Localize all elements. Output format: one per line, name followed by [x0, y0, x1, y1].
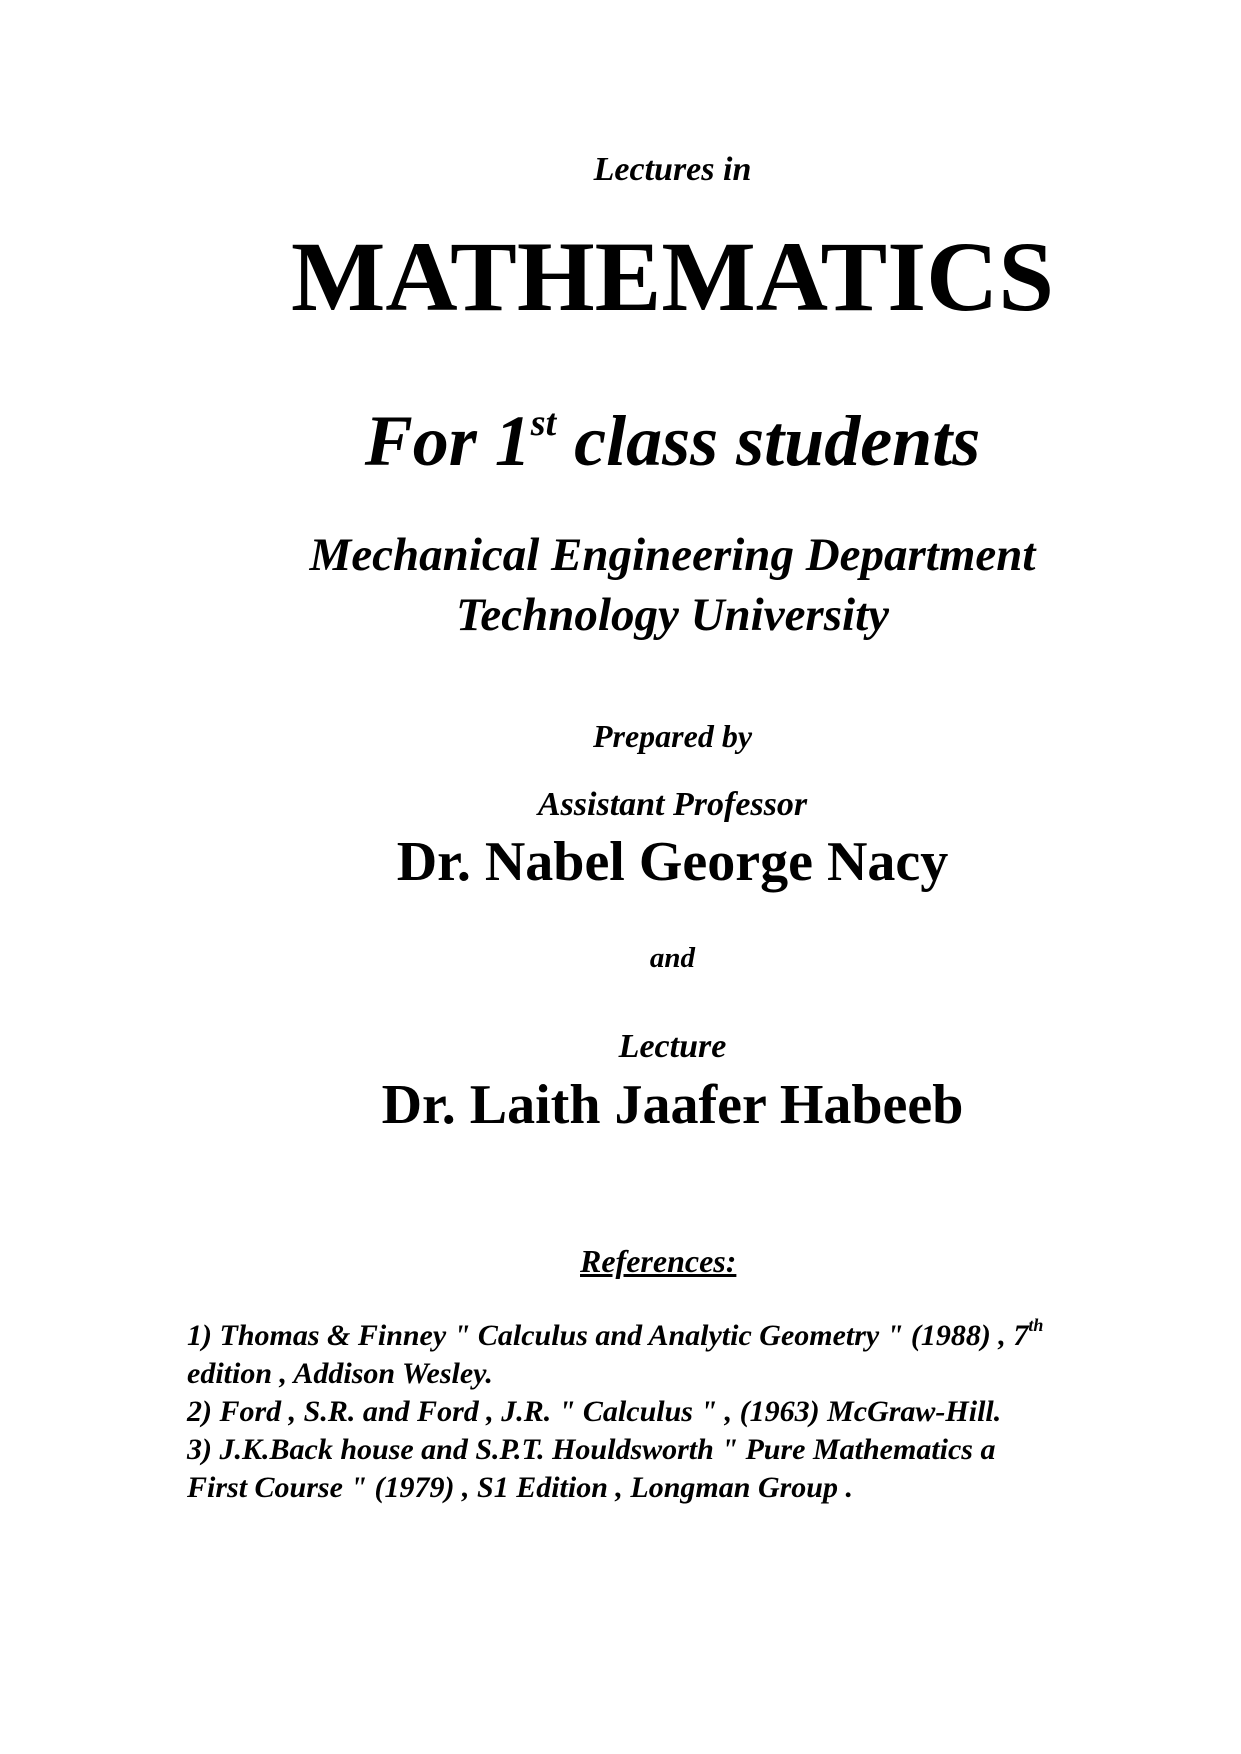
main-title: MATHEMATICS [291, 221, 1054, 332]
reference-1-line-2: edition , Addison Wesley. [187, 1357, 493, 1390]
author2-name: Dr. Laith Jaafer Habeeb [381, 1074, 964, 1136]
audience-line [185, 400, 1160, 483]
reference-3-line-1: 3) J.K.Back house and S.P.T. Houldsworth " Pure Mathematics a [187, 1433, 996, 1466]
university-name: Technology University [456, 589, 889, 641]
audience-prefix: For 1 [364, 401, 531, 481]
reference-1-line-1 [187, 1317, 1147, 1355]
references-heading: References: [580, 1243, 737, 1279]
reference-3-line-2: First Course " (1979) , S1 Edition , Longman Group . [187, 1471, 853, 1504]
reference-1-edition-suffix: th [1028, 1315, 1044, 1335]
author2-rank: Lecture [618, 1028, 727, 1065]
audience-ordinal-suffix: st [530, 402, 557, 444]
prepared-by-label: Prepared by [592, 718, 753, 754]
reference-1-text: 1) Thomas & Finney " Calculus and Analytic Geometry " (1988) , 7 [187, 1319, 1029, 1352]
author1-name: Dr. Nabel George Nacy [396, 831, 949, 893]
reference-2: 2) Ford , S.R. and Ford , J.R. " Calculus " , (1963) McGraw-Hill. [187, 1395, 1002, 1428]
department-name: Mechanical Engineering Department [309, 529, 1036, 581]
author1-rank: Assistant Professor [537, 786, 808, 823]
lectures-in-label: Lectures in [593, 151, 752, 188]
audience-suffix: class students [556, 401, 981, 481]
and-separator: and [649, 942, 696, 974]
references-list [187, 1317, 1147, 1507]
